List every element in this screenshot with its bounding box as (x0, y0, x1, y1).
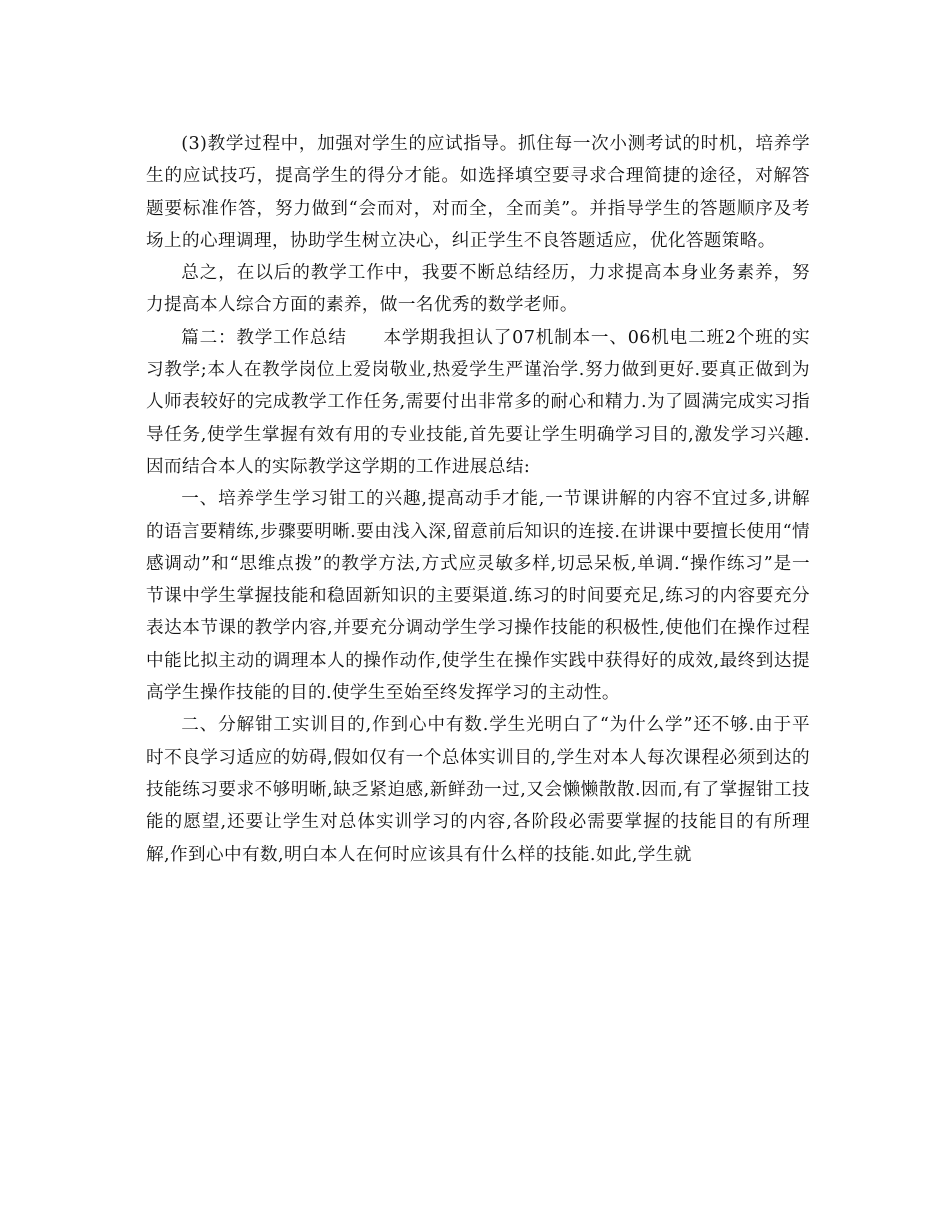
paragraph-exam-guidance: (3)教学过程中，加强对学生的应试指导。抓住每一次小测考试的时机，培养学生的应试技巧，提高学生的得分才能。如选择填空要寻求合理简捷的途径，对解答题要标准作答，努力做到“会而对，对而全，全而美”。并指导学生的答题顺序及考场上的心理调理，协助学生树立决心，纠正学生不良答题适应，优化答题策略。 (146, 134, 810, 251)
paragraph-point-two: 二、分解钳工实训目的,作到心中有数.学生光明白了“为什么学”还不够.由于平时不良学习适应的妨碍,假如仅有一个总体实训目的,学生对本人每次课程必须到达的技能练习要求不够明晰,缺乏紧迫感,新鲜劲一过,又会懒懒散散.因而,有了掌握钳工技能的愿望,还要让学生对总体实训学习的内容,各阶段必需要掌握的技能目的有所理解,作到心中有数,明白本人在何时应该具有什么样的技能.如此,学生就 (146, 715, 810, 865)
document-body (146, 128, 810, 871)
paragraph-part-two-intro: 篇二：教学工作总结 本学期我担认了07机制本一、06机电二班2个班的实习教学;本人在教学岗位上爱岗敬业,热爱学生严谨治学.努力做到更好.要真正做到为人师表较好的完成教学工作任务,需要付出非常多的耐心和精力.为了圆满完成实习指导任务,使学生掌握有效有用的专业技能,首先要让学生明确学习目的,激发学习兴趣.因而结合本人的实际教学这学期的工作进展总结: (146, 327, 810, 477)
paragraph-point-one: 一、培养学生学习钳工的兴趣,提高动手才能,一节课讲解的内容不宜过多,讲解的语言要精练,步骤要明晰.要由浅入深,留意前后知识的连接.在讲课中要擅长使用“情感调动”和“思维点拨”的教学方法,方式应灵敏多样,切忌呆板,单调.“操作练习”是一节课中学生掌握技能和稳固新知识的主要渠道.练习的时间要充足,练习的内容要充分表达本节课的教学内容,并要充分调动学生学习操作技能的积极性,使他们在操作过程中能比拟主动的调理本人的操作动作,使学生在操作实践中获得好的成效,最终到达提高学生操作技能的目的.使学生至始至终发挥学习的主动性。 (146, 489, 810, 704)
paragraph-conclusion: 总之，在以后的教学工作中，我要不断总结经历，力求提高本身业务素养，努力提高本人综合方面的素养，做一名优秀的数学老师。 (146, 263, 810, 316)
